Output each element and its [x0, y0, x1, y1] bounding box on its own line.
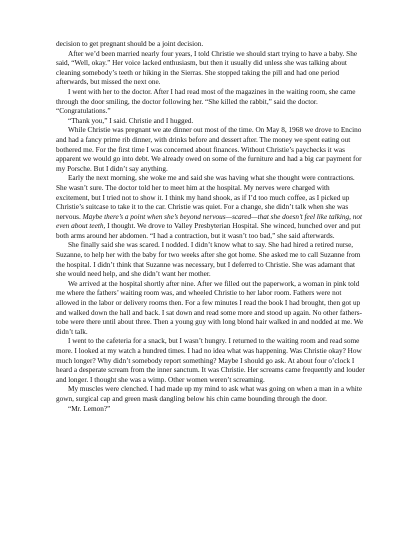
paragraph: After we’d been married nearly four years, I told Christie we should start trying to have a baby. She said, “Well, okay.” Her voice lacked enthusiasm, but then it usually did unless she was talking about cleaning somebody’s teeth or hiking in the Sierras. She stopped taking the pill and had one period afterwards, but missed the next one.: [56, 49, 358, 87]
paragraph: decision to get pregnant should be a joint decision.: [56, 40, 204, 48]
paragraph-text: I thought. We drove to Valley Presbyterian Hospital. She winced, hunched over and put both arms around her abdomen. “I had a contraction, but it wasn’t too bad,” she said afterwards.: [56, 222, 361, 240]
paragraph: “Mr. Lemon?”: [68, 404, 111, 413]
paragraph: My muscles were clenched. I had made up my mind to ask what was going on when a man in a white gown, surgical cap and green mask dangling below his chin came bounding through the door.: [56, 385, 362, 403]
paragraph: I went with her to the doctor. After I had read most of the magazines in the waiting room, she came through the door smiling, the doctor following her. “She killed the rabbit,” said the doctor. “Congratulations.”: [56, 87, 356, 116]
paragraph-with-italic-thought: [56, 174, 365, 241]
paragraph: While Christie was pregnant we ate dinner out most of the time. On May 8, 1968 we drove to Encino and had a fancy prime rib dinner, with drinks before and dessert after. The money we spent eating out bothered me. For the first time I was concerned about finances. Without Christie’s paychecks it was apparent we would go into debt. We already owed on some of the furniture and had a big car payment for my Porsche. But I didn’t say anything.: [56, 126, 362, 173]
paragraph: I went to the cafeteria for a snack, but I wasn’t hungry. I returned to the waiting room and read some more. I looked at my watch a hundred times. I had no idea what was happening. Was Christie okay? How much longer? Why didn’t somebody report something? Maybe I should go ask. At about four o’clock I heard a desperate scream from the inner sanctum. It was Christie. Her screams came frequently and louder and longer. I thought she was a wimp. Other women weren’t screaming.: [56, 337, 365, 384]
italic-inner-thought: Maybe there’s a point when she’s beyond nervous—scared—that she doesn’t feel like talking, not even about teeth,: [56, 212, 363, 231]
paragraph-text: Early the next morning, she woke me and said she was having what she thought were contractions. She wasn’t sure. The doctor told her to meet him at the hospital. My nerves were charged with excitement, but I tried not to show it. I think my hand shook, as if I’d too much coffee, as I picked up Christie’s suitcase to take it to the car. Christie was quiet. For a change, she didn’t talk when she was nervous.: [56, 174, 355, 221]
paragraph: She finally said she was scared. I nodded. I didn’t know what to say. She had hired a retired nurse, Suzanne, to help her with the baby for two weeks after she got home. She asked me to call Suzanne from the hospital. I didn’t think that Suzanne was necessary, but I deferred to Christie. She was adamant that she would need help, and she didn’t want her mother.: [56, 241, 361, 279]
paragraph: “Thank you,” I said. Christie and I hugged.: [68, 116, 194, 125]
paragraph: We arrived at the hospital shortly after nine. After we filled out the paperwork, a woman in pink told me where the fathers’ waiting room was, and wheeled Christie to her labor room. Fathers were not allowed in the labor or delivery rooms then. For a few minutes I read the book I had brought, then got up and walked down the hall and back. I sat down and read some more and stood up again. No other fathers-tobe were there until about three. Then a young guy with long blond hair walked in and nodded at me. We didn’t talk.: [56, 279, 364, 336]
